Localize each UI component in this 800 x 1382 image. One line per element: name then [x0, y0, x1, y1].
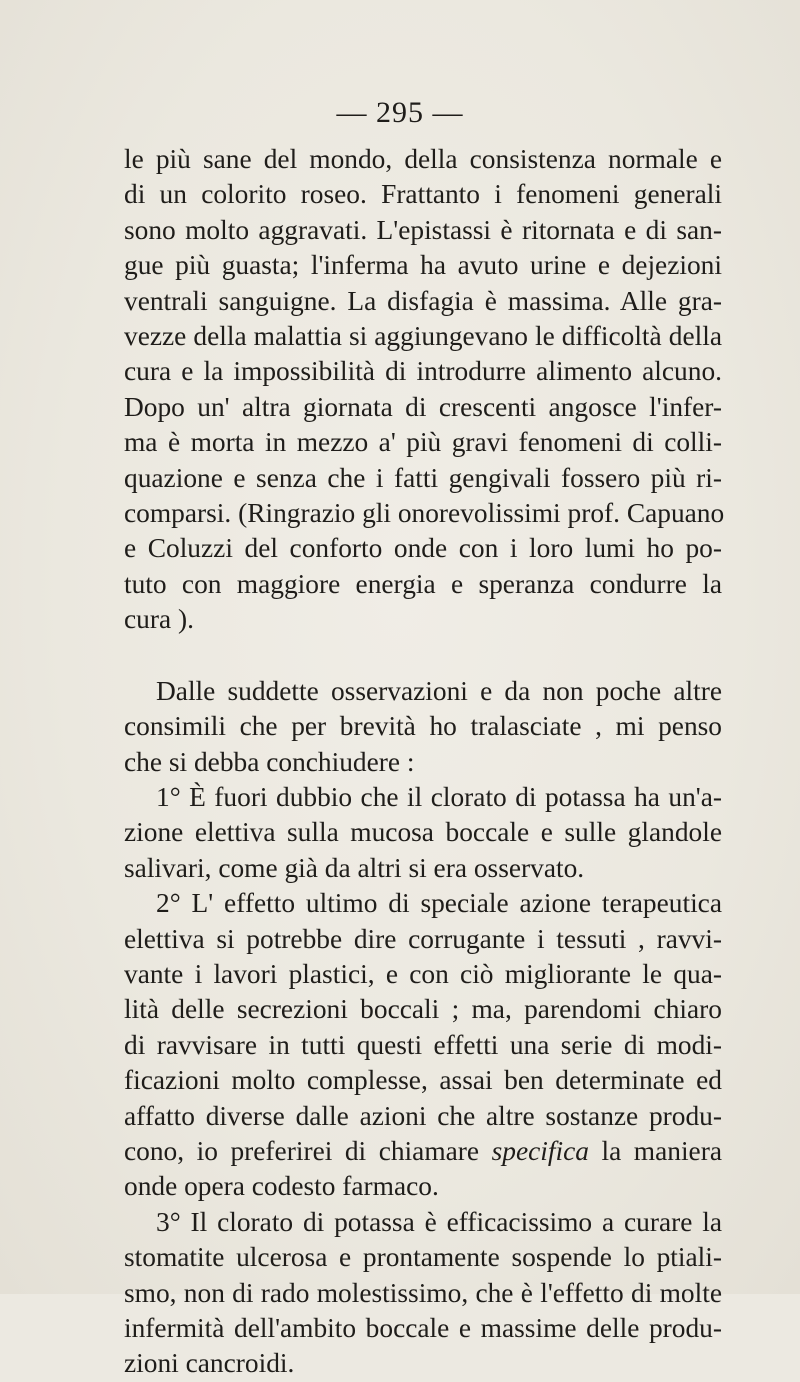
- text-line: che si debba conchiudere :: [124, 746, 415, 777]
- text-line: cono, io preferirei di chiamare specifica la maniera: [124, 1135, 722, 1166]
- text-line: affatto diverse dalle azioni che altre sostanze produ-: [124, 1100, 722, 1131]
- paragraph: [124, 886, 722, 1205]
- text-line: elettiva si potrebbe dire corrugante i tessuti , ravvi-: [124, 923, 722, 954]
- paragraph: [124, 142, 725, 638]
- text-line: tuto con maggiore energia e speranza condurre la: [124, 568, 722, 599]
- text-line: 3° Il clorato di potassa è efficacissimo a curare la: [156, 1206, 722, 1237]
- text-line: sono molto aggravati. L'epistassi è ritornata e di san-: [124, 214, 722, 245]
- text-line: 2° L' effetto ultimo di speciale azione terapeutica: [156, 888, 722, 919]
- text-line: zione elettiva sulla mucosa boccale e sulle glandole: [124, 817, 722, 848]
- text-line: smo, non di rado molestissimo, che è l'effetto di molte: [124, 1277, 722, 1308]
- text-line: consimili che per brevità ho tralasciate , mi penso: [124, 711, 722, 742]
- text-line: e Coluzzi del conforto onde con i loro lumi ho po-: [124, 533, 722, 564]
- text-line: lità delle secrezioni boccali ; ma, parendomi chiaro: [124, 994, 722, 1025]
- text-line: cura e la impossibilità di introdurre alimento alcuno.: [124, 356, 722, 387]
- text-line: onde opera codesto farmaco.: [124, 1171, 439, 1202]
- text-line: gue più guasta; l'inferma ha avuto urine e dejezioni: [124, 250, 722, 281]
- text-line: di ravvisare in tutti questi effetti una serie di modi-: [124, 1029, 722, 1060]
- text-line: 1° È fuori dubbio che il clorato di potassa ha un'a-: [156, 781, 722, 812]
- text-line: vezze della malattia si aggiungevano le difficoltà della: [124, 321, 722, 352]
- paragraph: [124, 780, 722, 886]
- text-line: salivari, come già da altri si era osservato.: [124, 852, 585, 883]
- page-number: — 295 —: [336, 96, 464, 129]
- text-line: ficazioni molto complesse, assai ben determinate ed: [124, 1065, 722, 1096]
- text-line: quazione e senza che i fatti gengivali fossero più ri-: [124, 462, 722, 493]
- text-line: Dopo un' altra giornata di crescenti angosce l'infer-: [124, 391, 722, 422]
- text-line: Dalle suddette osservazioni e da non poche altre: [156, 675, 722, 706]
- text-line: infermità dell'ambito boccale e massime delle produ-: [124, 1313, 722, 1343]
- text-line: comparsi. (Ringrazio gli onorevolissimi prof. Capuano: [124, 498, 725, 529]
- text-line: ventrali sanguigne. La disfagia è massima. Alle gra-: [124, 285, 722, 316]
- text-line: cura ).: [124, 604, 194, 635]
- paragraph: [124, 674, 722, 780]
- paragraph: [124, 1205, 722, 1382]
- paragraph-gap: [124, 638, 722, 674]
- text-line: di un colorito roseo. Frattanto i fenomeni generali: [124, 179, 722, 210]
- body-text: [124, 142, 725, 1382]
- text-line: zioni cancroidi.: [124, 1348, 295, 1379]
- text-line: le più sane del mondo, della consistenza normale e: [124, 144, 722, 174]
- text-line: vante i lavori plastici, e con ciò migliorante le qua-: [124, 958, 722, 989]
- text-line: ma è morta in mezzo a' più gravi fenomeni di colli-: [124, 427, 722, 458]
- text-line: stomatite ulcerosa e prontamente sospende lo ptiali-: [124, 1242, 722, 1273]
